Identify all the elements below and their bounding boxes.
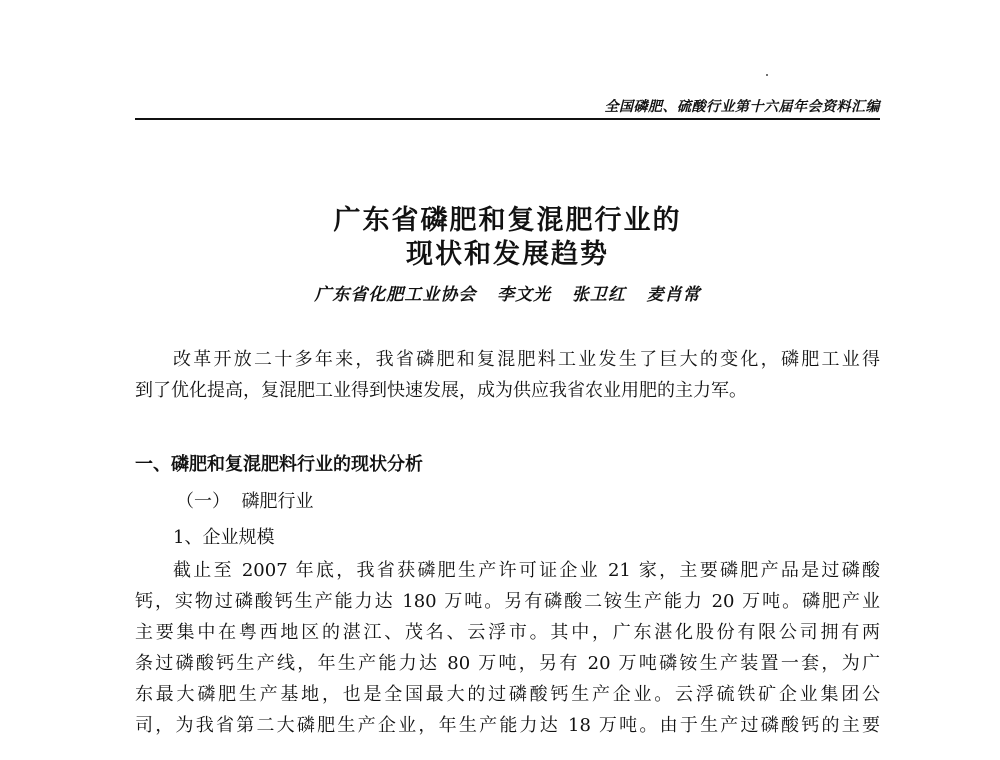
running-header: 全国磷肥、硫酸行业第十六届年会资料汇编 bbox=[604, 99, 880, 115]
scan-speck bbox=[766, 74, 768, 76]
intro-paragraph bbox=[135, 344, 880, 406]
article-title-line-1: 广东省磷肥和复混肥行业的 bbox=[333, 205, 682, 236]
author-line: 广东省化肥工业协会 李文光 张卫红 麦肖常 bbox=[314, 285, 701, 305]
subsection-heading: （一） 磷肥行业 bbox=[176, 491, 314, 512]
section-heading: 一、磷肥和复混肥料行业的现状分析 bbox=[135, 454, 423, 475]
enterprise-scale-paragraph bbox=[135, 555, 880, 741]
paragraph-line: 条过磷酸钙生产线，年生产能力达 80 万吨，另有 20 万吨磷铵生产装置一套，为广 bbox=[135, 653, 880, 674]
paragraph-line: 钙，实物过磷酸钙生产能力达 180 万吨。另有磷酸二铵生产能力 20 万吨。磷肥产业 bbox=[135, 591, 880, 612]
header-rule bbox=[135, 118, 880, 120]
article-title-line-2: 现状和发展趋势 bbox=[406, 239, 609, 270]
paragraph-line: 截止至 2007 年底，我省获磷肥生产许可证企业 21 家，主要磷肥产品是过磷酸 bbox=[173, 560, 880, 581]
paragraph-line: 司，为我省第二大磷肥生产企业，年生产能力达 18 万吨。由于生产过磷酸钙的主要 bbox=[135, 715, 880, 736]
paragraph-line: 主要集中在粤西地区的湛江、茂名、云浮市。其中，广东湛化股份有限公司拥有两 bbox=[135, 622, 880, 643]
paragraph-line: 东最大磷肥生产基地，也是全国最大的过磷酸钙生产企业。云浮硫铁矿企业集团公 bbox=[135, 684, 880, 705]
paragraph-line: 到了优化提高，复混肥工业得到快速发展，成为供应我省农业用肥的主力军。 bbox=[135, 380, 747, 401]
item-heading: 1、企业规模 bbox=[173, 527, 275, 548]
paragraph-line: 改革开放二十多年来，我省磷肥和复混肥料工业发生了巨大的变化，磷肥工业得 bbox=[173, 349, 880, 370]
